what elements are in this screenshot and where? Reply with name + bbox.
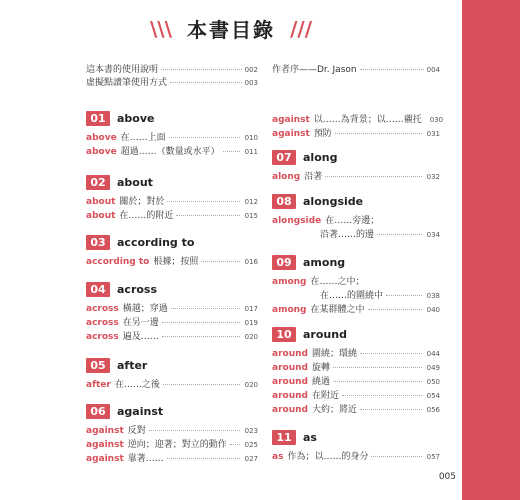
toc-section-11 (272, 429, 440, 463)
leader-dots (169, 137, 240, 138)
page-title: 本書目錄 (187, 18, 275, 42)
leader-dots (377, 234, 422, 235)
section-heading[interactable] (272, 326, 440, 342)
section-title: around (303, 327, 347, 341)
toc-entry[interactable] (86, 437, 258, 451)
page-ref: 044 (426, 350, 440, 358)
page-ref: 015 (244, 212, 258, 220)
leader-dots (149, 430, 240, 431)
entry-keyword: against (272, 115, 310, 125)
entry-meaning: 作為；以……的身分 (287, 452, 369, 462)
section-number-badge: 09 (272, 255, 296, 270)
page-ref: 020 (244, 381, 258, 389)
leader-dots (223, 151, 240, 152)
entry-keyword: among (272, 305, 307, 315)
entry-meaning: 在……上面 (120, 133, 166, 143)
entry-meaning: 大約；將近 (311, 405, 357, 415)
toc-entry[interactable] (272, 302, 440, 316)
toc-section-06 (86, 403, 258, 465)
page-ref: 030 (429, 116, 444, 124)
section-number-badge: 05 (86, 358, 110, 373)
section-heading[interactable] (272, 193, 440, 209)
toc-section-10 (272, 326, 440, 416)
entry-keyword: across (86, 304, 119, 314)
entry-keyword: against (86, 426, 124, 436)
section-title: as (303, 430, 317, 444)
section-title: along (303, 150, 338, 164)
page-ref: 002 (244, 66, 258, 74)
section-number-badge: 02 (86, 175, 110, 190)
leader-dots (325, 176, 421, 177)
page-ref: 016 (244, 258, 258, 266)
entry-meaning: 預防 (313, 129, 332, 139)
toc-section-06-cont (272, 112, 444, 140)
page-ref: 032 (426, 173, 440, 181)
leader-dots (171, 308, 240, 309)
toc-entry[interactable] (86, 144, 258, 158)
entry-keyword: as (272, 452, 284, 462)
section-title: among (303, 255, 346, 269)
toc-section-02 (86, 174, 258, 222)
leader-dots (368, 309, 422, 310)
entry-keyword: about (86, 211, 116, 221)
toc-section-05 (86, 357, 258, 391)
toc-entry[interactable] (86, 315, 258, 329)
toc-entry[interactable] (272, 112, 444, 126)
entry-keyword: around (272, 363, 308, 373)
section-heading[interactable] (86, 110, 258, 126)
side-tab-bar (462, 0, 520, 500)
toc-entry[interactable] (272, 388, 440, 402)
leader-dots (162, 336, 240, 337)
leader-dots (230, 444, 240, 445)
section-heading[interactable] (86, 174, 258, 190)
entry-keyword: above (86, 133, 117, 143)
entry-meaning: 在某群體之中 (310, 305, 365, 315)
leader-dots (163, 384, 240, 385)
toc-entry[interactable] (86, 301, 258, 315)
toc-entry[interactable] (272, 449, 440, 463)
entry-meaning: 圍繞；環繞 (311, 349, 357, 359)
toc-entry[interactable] (272, 402, 440, 416)
leader-dots (335, 133, 422, 134)
leader-dots (176, 215, 239, 216)
page-ref: 054 (426, 392, 440, 400)
entry-meaning: 沿著……的邊 (320, 230, 375, 240)
entry-keyword: alongside (272, 216, 322, 226)
entry-keyword: around (272, 391, 308, 401)
intro-right (272, 62, 440, 75)
entry-meaning: 旋轉 (311, 363, 330, 373)
page-ref: 057 (426, 453, 440, 461)
page-ref: 004 (426, 66, 440, 74)
entry-meaning: 根據；按照 (153, 257, 199, 267)
page-ref: 020 (244, 333, 258, 341)
toc-entry[interactable] (86, 194, 258, 208)
toc-entry[interactable] (272, 288, 440, 302)
entry-meaning: 在附近 (311, 391, 339, 401)
toc-section-07 (272, 149, 440, 183)
leader-dots (167, 201, 239, 202)
section-title: alongside (303, 194, 364, 208)
page-ref: 040 (426, 306, 440, 314)
entry-meaning: 橫越；穿過 (122, 304, 168, 314)
entry-meaning: 反對 (127, 426, 146, 436)
title-deco-left: \\\ (149, 16, 172, 41)
page-ref: 017 (244, 305, 258, 313)
entry-meaning: 在……的圍繞中 (320, 291, 384, 301)
page-ref: 038 (426, 292, 440, 300)
section-number-badge: 10 (272, 327, 296, 342)
section-title: about (117, 175, 153, 189)
leader-dots (360, 353, 422, 354)
entry-meaning: 關於；對於 (119, 197, 165, 207)
page-ref: 027 (244, 455, 258, 463)
entry-keyword: around (272, 405, 308, 415)
section-title: against (117, 404, 164, 418)
intro-label: 作者序——Dr. Jason (272, 65, 357, 75)
section-heading[interactable] (272, 149, 440, 165)
entry-meaning: 超過……（數量或水平） (120, 147, 220, 157)
section-number-badge: 01 (86, 111, 110, 126)
toc-entry[interactable] (272, 346, 440, 360)
leader-dots (342, 395, 422, 396)
page-ref: 012 (244, 198, 258, 206)
page-ref: 049 (426, 364, 440, 372)
toc-entry[interactable] (86, 254, 258, 268)
leader-dots (201, 261, 239, 262)
toc-entry[interactable] (86, 208, 258, 222)
entry-meaning: 遍及…… (122, 332, 159, 342)
section-heading[interactable] (272, 429, 440, 445)
leader-dots (162, 322, 240, 323)
toc-section-09 (272, 254, 440, 316)
entry-keyword: among (272, 277, 307, 287)
entry-keyword: against (272, 129, 310, 139)
page-ref: 056 (426, 406, 440, 414)
entry-keyword: across (86, 332, 119, 342)
entry-keyword: against (86, 454, 124, 464)
page-ref: 003 (244, 79, 258, 87)
section-number-badge: 03 (86, 235, 110, 250)
page-ref: 010 (244, 134, 258, 142)
intro-label: 虛擬點讀筆使用方式 (86, 78, 168, 88)
toc-section-01 (86, 110, 258, 158)
entry-keyword: around (272, 349, 308, 359)
entry-keyword: above (86, 147, 117, 157)
page-ref: 034 (426, 231, 440, 239)
leader-dots (360, 69, 424, 70)
entry-meaning: 靠著…… (127, 454, 164, 464)
entry-keyword: across (86, 318, 119, 328)
section-heading[interactable] (86, 357, 258, 373)
section-title: above (117, 111, 155, 125)
page-ref: 011 (244, 148, 258, 156)
section-title: according to (117, 235, 195, 249)
section-number-badge: 04 (86, 282, 110, 297)
leader-dots (333, 381, 422, 382)
toc-title-bar (0, 14, 462, 43)
toc-entry[interactable] (272, 360, 440, 374)
leader-dots (170, 82, 242, 83)
section-title: across (117, 282, 158, 296)
toc-entry[interactable] (86, 451, 258, 465)
page-ref: 019 (244, 319, 258, 327)
leader-dots (167, 458, 240, 459)
entry-keyword: against (86, 440, 124, 450)
toc-entry[interactable] (272, 274, 440, 288)
section-heading[interactable] (272, 254, 440, 270)
toc-entry[interactable] (86, 377, 258, 391)
toc-entry[interactable] (272, 227, 440, 241)
section-heading[interactable] (86, 403, 258, 419)
page-number: 005 (438, 472, 456, 482)
toc-entry[interactable] (86, 329, 258, 343)
section-number-badge: 08 (272, 194, 296, 209)
entry-meaning: 逆向；迎著；對立的動作 (127, 440, 227, 450)
intro-item[interactable] (86, 62, 258, 75)
intro-item[interactable] (86, 75, 258, 88)
page-ref: 025 (244, 441, 258, 449)
section-title: after (117, 358, 148, 372)
entry-keyword: around (272, 377, 308, 387)
entry-meaning: 沿著 (304, 172, 323, 182)
section-number-badge: 07 (272, 150, 296, 165)
toc-section-04 (86, 281, 258, 343)
leader-dots (386, 295, 422, 296)
intro-label: 這本書的使用說明 (86, 65, 159, 75)
title-deco-right: /// (290, 16, 313, 41)
entry-meaning: 在……旁邊； (325, 216, 380, 226)
toc-entry[interactable] (86, 423, 258, 437)
toc-section-03 (86, 234, 258, 268)
intro-left (86, 62, 258, 88)
page-ref: 023 (244, 427, 258, 435)
leader-dots (360, 409, 422, 410)
intro-item[interactable] (272, 62, 440, 75)
toc-entry[interactable] (272, 169, 440, 183)
toc-entry[interactable] (272, 213, 440, 227)
entry-meaning: 繞過 (311, 377, 330, 387)
entry-keyword: along (272, 172, 301, 182)
section-number-badge: 11 (272, 430, 296, 445)
page-ref: 050 (426, 378, 440, 386)
entry-meaning: 以……為背景；以……襯托 (313, 115, 422, 125)
toc-entry[interactable] (272, 126, 440, 140)
entry-meaning: 在……之後 (114, 380, 160, 390)
section-heading[interactable] (86, 234, 258, 250)
toc-entry[interactable] (86, 130, 258, 144)
toc-section-08 (272, 193, 440, 241)
page-ref: 031 (426, 130, 440, 138)
entry-meaning: 在……之中； (310, 277, 365, 287)
entry-keyword: after (86, 380, 111, 390)
entry-keyword: about (86, 197, 116, 207)
entry-keyword: according to (86, 257, 150, 267)
leader-dots (333, 367, 422, 368)
toc-entry[interactable] (272, 374, 440, 388)
leader-dots (161, 69, 242, 70)
section-heading[interactable] (86, 281, 258, 297)
leader-dots (371, 456, 421, 457)
section-number-badge: 06 (86, 404, 110, 419)
entry-meaning: 在……的附近 (119, 211, 174, 221)
entry-meaning: 在另一邊 (122, 318, 159, 328)
